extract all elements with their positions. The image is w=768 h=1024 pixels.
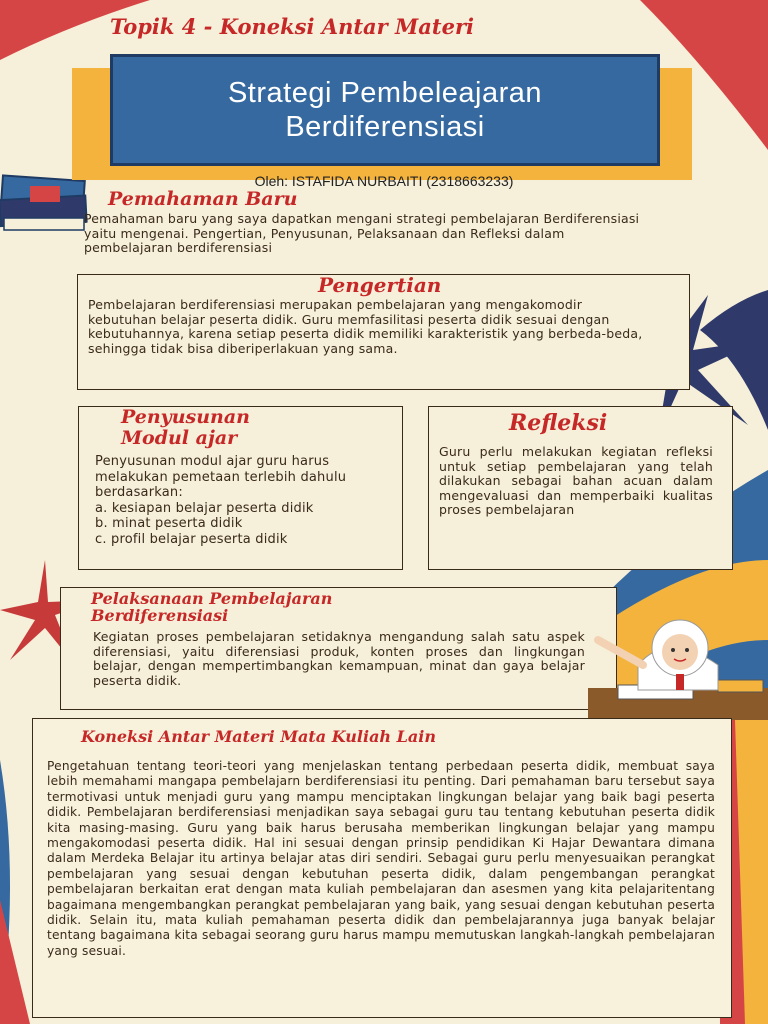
koneksi-text: Pengetahuan tentang teori-teori yang menjelaskan tentang perbedaan peserta didik, membuat saya lebih memahami mangapa pembelajarn berdiferensiasi itu penting. Dari pemahaman baru tersebut saya termotivasi untuk menjadi guru yang mampu menciptakan lingkungan belajar yang baik bagi peserta didik. Pembelajaran berdiferensiasi menjadikan saya sebagai guru tau tentang kebutuhan peserta didik kita masing-masing. Guru yang baik harus berusaha memberikan lingkungan belajar yang mampu mengakomodasi peserta didik. Hal ini sesuai dengan prinsip pendidikan Ki Hajar Dewantara dimana dalam Merdeka Belajar itu artinya belajar atas diri sendiri. Sebagai guru perlu menyesuaikan perangkat pembelajaran yang sesuai dengan kebutuhan peserta didik, dalam pengembangan perangkat pembelajaran berkaitan erat dengan mata kuliah pembelajaran dan asesmen yang kita pelajaritentang bagaimana mengembangkan perangkat pembelajaran yang baik, yang sesuai dengan kebutuhan peserta didik. Selain itu, mata kuliah pemahaman peserta didik dan pembelajarannya juga banyak belajar tentang bagaimana kita sebagai seorang guru harus mampu memutuskan langkah-langkah pembelajaran yang sesuai. (47, 759, 715, 958)
pelaksanaan-text: Kegiatan proses pembelajaran setidaknya mengandung salah satu aspek diferensiasi, yaitu diferensiasi produk, konten proses dan lingkungan belajar, dengan mempertimbangkan kemampuan, minat dan gaya belajar peserta didik. (93, 629, 585, 688)
refleksi-box (428, 406, 733, 570)
penyusunan-intro: Penyusunan modul ajar guru harus melakukan pemetaan terlebih dahulu berdasarkan: (95, 454, 347, 500)
refleksi-heading: Refleksi (509, 410, 608, 436)
koneksi-heading: Koneksi Antar Materi Mata Kuliah Lain (81, 727, 436, 746)
student-girl-illustration (568, 610, 768, 720)
title-banner (110, 54, 660, 166)
pelaksanaan-heading-line-2: Berdiferensiasi (91, 606, 229, 625)
pengertian-box (77, 274, 690, 390)
list-item: b. minat peserta didik (95, 516, 243, 531)
topic-title: Topik 4 - Koneksi Antar Materi (110, 14, 474, 39)
pelaksanaan-heading (91, 590, 332, 624)
penyusunan-box (78, 406, 403, 570)
penyusunan-heading-line-1: Penyusunan (121, 406, 250, 428)
list-item: a. kesiapan belajar peserta didik (95, 500, 314, 516)
list-item: c. profil belajar peserta didik (95, 531, 288, 547)
pelaksanaan-heading-line-1: Pelaksanaan Pembelajaran (91, 589, 333, 608)
koneksi-box (32, 718, 732, 1018)
penyusunan-heading (121, 407, 250, 449)
title-line-2: Berdiferensiasi (285, 111, 485, 143)
penyusunan-content (95, 454, 385, 547)
pemahaman-text: Pemahaman baru yang saya dapatkan mengani strategi pembelajaran Berdiferensiasi yaitu mengenai. Pengertian, Penyusunan, Pelaksanaan dan Refleksi dalam pembelajaran berdiferensiasi (84, 211, 640, 255)
pengertian-heading: Pengertian (318, 273, 442, 297)
title-line-1: Strategi Pembeleajaran (227, 77, 543, 109)
refleksi-text: Guru perlu melakukan kegiatan refleksi untuk setiap pembelajaran yang telah dilakukan sebagai bahan acuan dalam mengevaluasi dan memperbaiki kualitas proses pembelajaran (439, 444, 713, 517)
penyusunan-heading-line-2: Modul ajar (121, 427, 238, 449)
pelaksanaan-box (60, 587, 617, 710)
author-line: Oleh: ISTAFIDA NURBAITI (2318663233) (254, 173, 514, 189)
pemahaman-heading: Pemahaman Baru (108, 188, 298, 210)
pengertian-text: Pembelajaran berdiferensiasi merupakan pembelajaran yang mengakomodir kebutuhan belajar peserta didik. Guru memfasilitasi peserta didik sesuai dengan kebutuhannya, karena setiap peserta didik memiliki karakteristik yang berbeda-beda, sehingga tidak bisa diberiperlakuan yang sama. (88, 297, 643, 356)
